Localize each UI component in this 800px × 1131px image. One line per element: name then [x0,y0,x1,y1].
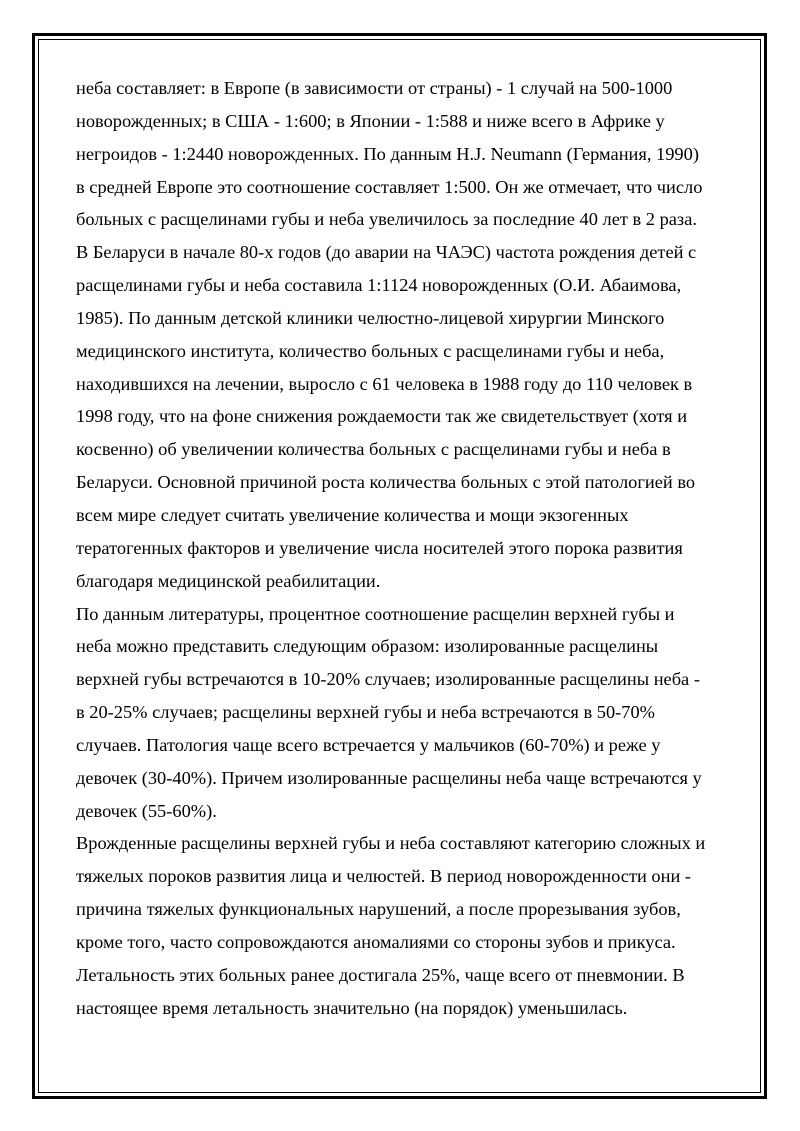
text-line: больных с расщелинами губы и неба увеличилось за последние 40 лет в 2 раза. [76,209,697,230]
text-line: медицинского института, количество больных с расщелинами губы и неба, [76,340,665,361]
document-body [76,72,736,1024]
text-line: негроидов - 1:2440 новорожденных. По данным H.J. Neumann (Германия, 1990) [76,143,699,164]
text-line: Врожденные расщелины верхней губы и неба составляют категорию сложных и [76,833,706,854]
text-line: новорожденных; в США - 1:600; в Японии - 1:588 и ниже всего в Африке у [76,110,665,131]
text-line: расщелинами губы и неба составила 1:1124 новорожденных (О.И. Абаимова, [76,275,682,296]
text-line: кроме того, часто сопровождаются аномалиями со стороны зубов и прикуса. [76,931,676,952]
text-line: Беларуси. Основной причиной роста количества больных с этой патологией во [76,472,696,493]
text-line: благодаря медицинской реабилитации. [76,570,381,591]
text-line: верхней губы встречаются в 10-20% случаев; изолированные расщелины неба - [76,669,700,690]
text-line: девочек (30-40%). Причем изолированные расщелины неба чаще встречаются у [76,767,702,788]
text-line: в 20-25% случаев; расщелины верхней губы и неба встречаются в 50-70% [76,702,655,723]
text-line: 1998 году, что на фоне снижения рождаемости так же свидетельствует (хотя и [76,406,688,427]
text-line: тератогенных факторов и увеличение числа носителей этого порока развития [76,537,683,558]
text-line: Летальность этих больных ранее достигала 25%, чаще всего от пневмонии. В [76,964,685,985]
text-line: тяжелых пороков развития лица и челюстей. В период новорожденности они - [76,866,692,887]
text-line: неба можно представить следующим образом: изолированные расщелины [76,636,659,657]
text-line: настоящее время летальность значительно (на порядок) уменьшилась. [76,997,628,1018]
text-line: неба составляет: в Европе (в зависимости от страны) - 1 случай на 500-1000 [76,78,673,98]
text-line: всем мире следует считать увеличение количества и мощи экзогенных [76,504,629,525]
text-line: 1985). По данным детской клиники челюстно-лицевой хирургии Минского [76,307,665,328]
text-line: девочек (55-60%). [76,800,217,821]
text-line: косвенно) об увеличении количества больных с расщелинами губы и неба в [76,439,671,460]
text-line: По данным литературы, процентное соотношение расщелин верхней губы и [76,603,675,624]
text-line: В Беларуси в начале 80-х годов (до аварии на ЧАЭС) частота рождения детей с [76,242,697,263]
text-line: в средней Европе это соотношение составляет 1:500. Он же отмечает, что число [76,176,703,197]
text-line: находившихся на лечении, выросло с 61 человека в 1988 году до 110 человек в [76,373,693,394]
text-line: причина тяжелых функциональных нарушений, а после прорезывания зубов, [76,899,681,920]
text-line: случаев. Патология чаще всего встречается у мальчиков (60-70%) и реже у [76,734,661,755]
